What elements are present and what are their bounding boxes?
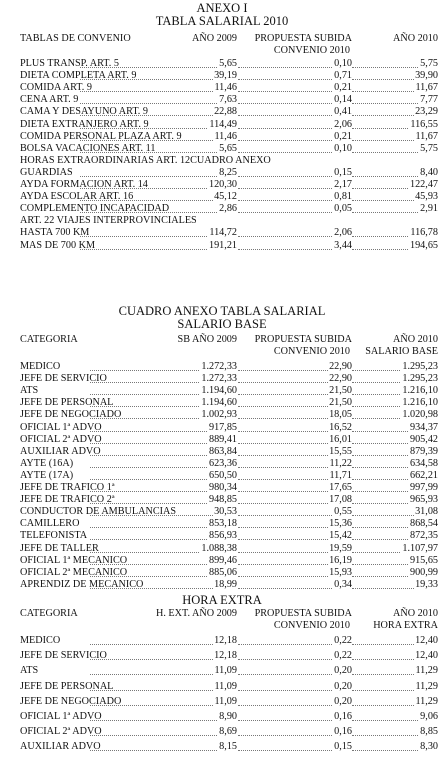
header-proposal: PROPUESTA SUBIDA xyxy=(254,608,352,619)
value-increase: 0,34 xyxy=(334,578,352,590)
value-2009: 8,69 xyxy=(219,726,237,738)
value-increase: 11,71 xyxy=(329,469,352,481)
table-row xyxy=(0,409,444,420)
header-year-2009: AÑO 2009 xyxy=(192,33,237,44)
value-2010: 116,55 xyxy=(410,118,438,130)
value-increase: 0,20 xyxy=(334,695,352,707)
header-agreement: CONVENIO 2010 xyxy=(273,620,350,631)
value-2010: 194,65 xyxy=(409,239,438,251)
row-label: JEFE DE TRAFICO 1ª xyxy=(20,482,115,493)
row-label: JEFE DE SERVICIO xyxy=(20,650,107,662)
value-2010: 11,67 xyxy=(415,82,438,94)
row-label: AYDA ESCOLAR ART. 16 xyxy=(20,191,134,203)
table-row xyxy=(0,179,444,190)
row-label: JEFE DE NEGOCIADO xyxy=(20,409,122,421)
table-row xyxy=(0,82,444,93)
header-proposal: PROPUESTA SUBIDA xyxy=(254,334,352,345)
header-overtime: HORA EXTRA xyxy=(373,620,438,631)
value-2010: 8,85 xyxy=(420,726,438,738)
value-2009: 12,18 xyxy=(214,635,237,646)
table2-header xyxy=(0,334,444,345)
table2-header-2 xyxy=(0,346,444,357)
value-2009: 856,93 xyxy=(208,530,237,542)
value-2010: 1.216,10 xyxy=(402,397,438,409)
value-2009: 623,36 xyxy=(208,457,237,469)
header-label: TABLAS DE CONVENIO xyxy=(20,33,131,44)
value-2010: 23,29 xyxy=(415,106,438,118)
table-row xyxy=(0,106,444,117)
table-row xyxy=(0,143,444,154)
value-2010: 122,47 xyxy=(409,179,438,190)
value-2009: 1.194,60 xyxy=(201,385,237,397)
value-increase: 21,50 xyxy=(329,385,352,397)
table-row xyxy=(0,397,444,408)
row-label: TELEFONISTA xyxy=(20,530,88,542)
value-2010: 934,37 xyxy=(409,421,438,433)
row-label: AYTE (16A) xyxy=(20,457,74,469)
value-increase: 17,08 xyxy=(329,494,352,506)
value-2010: 7,77 xyxy=(420,94,438,106)
header-year-2010: AÑO 2010 xyxy=(393,334,438,345)
overtime-title: HORA EXTRA xyxy=(182,593,262,607)
row-label: CONDUCTOR DE AMBULANCIAS xyxy=(20,506,177,518)
base-salary-title: SALARIO BASE xyxy=(177,317,267,331)
value-2009: 39,19 xyxy=(214,70,237,82)
value-2009: 120,30 xyxy=(208,179,237,190)
value-2010: 1.216,10 xyxy=(402,385,438,397)
value-2010: 1.295,23 xyxy=(402,373,438,385)
value-increase: 11,22 xyxy=(329,457,352,469)
table-row xyxy=(0,567,444,578)
value-2010: 997,99 xyxy=(409,482,438,493)
value-increase: 0,14 xyxy=(334,94,352,106)
row-label: MEDICO xyxy=(20,361,61,372)
table-row xyxy=(0,94,444,105)
header-agreement: CONVENIO 2010 xyxy=(273,45,350,56)
row-label: GUARDIAS xyxy=(20,166,73,178)
table-row xyxy=(0,422,444,433)
row-label: OFICIAL 1ª ADVO xyxy=(20,421,102,433)
table-row xyxy=(0,470,444,481)
value-2010: 634,58 xyxy=(409,457,438,469)
value-2009: 885,06 xyxy=(208,566,237,578)
value-2010: 11,67 xyxy=(415,130,438,142)
value-2009: 1.002,93 xyxy=(201,409,237,421)
value-2010: 5,75 xyxy=(420,142,438,154)
row-label: AUXILIAR ADVO xyxy=(20,741,101,753)
header-agreement: CONVENIO 2010 xyxy=(273,346,350,357)
dot-leader xyxy=(80,143,237,153)
value-increase: 0,41 xyxy=(334,106,352,118)
value-increase: 0,21 xyxy=(334,130,352,142)
row-label: ATS xyxy=(20,385,39,397)
row-label: HORAS EXTRAORDINARIAS ART. 12CUADRO ANEXO xyxy=(20,154,271,166)
value-2009: 18,99 xyxy=(214,578,237,590)
table-row xyxy=(0,518,444,529)
value-2010: 1.107,97 xyxy=(402,542,438,554)
value-increase: 0,20 xyxy=(334,665,352,677)
value-2010: 662,21 xyxy=(409,469,438,481)
row-label: JEFE DE SERVICIO xyxy=(20,373,107,385)
value-increase: 2,17 xyxy=(334,179,352,190)
value-2009: 45,12 xyxy=(214,191,237,203)
table1-header xyxy=(0,33,444,44)
value-increase: 16,52 xyxy=(329,421,352,433)
table-row xyxy=(0,434,444,445)
table-row xyxy=(0,530,444,541)
value-2009: 1.194,60 xyxy=(201,397,237,409)
row-label: OFICIAL 2ª MECANICO xyxy=(20,566,128,578)
value-2009: 22,88 xyxy=(214,106,237,118)
value-2009: 980,34 xyxy=(208,482,237,493)
row-label: ATS xyxy=(20,665,39,677)
value-2009: 7,63 xyxy=(219,94,237,106)
value-increase: 0,16 xyxy=(334,711,352,722)
dot-leader xyxy=(80,203,237,213)
row-label: PLUS TRANSP. ART. 5 xyxy=(20,58,119,69)
row-label: OFICIAL 1ª ADVO xyxy=(20,711,102,722)
value-2010: 2,91 xyxy=(420,203,438,215)
table-row xyxy=(0,119,444,130)
table-row xyxy=(0,482,444,493)
row-label: OFICIAL 2ª ADVO xyxy=(20,433,102,445)
dot-leader xyxy=(90,726,237,736)
value-2010: 900,99 xyxy=(409,566,438,578)
value-2009: 191,21 xyxy=(208,239,237,251)
value-increase: 0,55 xyxy=(334,506,352,518)
value-2010: 12,40 xyxy=(415,650,438,662)
value-increase: 21,50 xyxy=(329,397,352,409)
value-increase: 2,06 xyxy=(334,227,352,239)
table3-header-2 xyxy=(0,620,444,631)
table-row xyxy=(0,741,444,752)
table-row xyxy=(0,58,444,69)
value-2009: 11,46 xyxy=(214,82,237,94)
value-increase: 3,44 xyxy=(334,239,352,251)
value-2010: 11,29 xyxy=(415,695,438,707)
value-2009: 889,41 xyxy=(208,433,237,445)
value-2010: 11,29 xyxy=(415,680,438,692)
row-label: CENA ART. 9 xyxy=(20,94,79,106)
table1-header-2 xyxy=(0,45,444,56)
row-label: DIETA EXTRANJERO ART. 9 xyxy=(20,118,149,130)
value-increase: 15,55 xyxy=(329,445,352,457)
header-category: CATEGORIA xyxy=(20,608,78,619)
header-year-2010: AÑO 2010 xyxy=(393,33,438,44)
dot-leader xyxy=(80,167,237,177)
value-increase: 0,10 xyxy=(334,58,352,69)
table-row xyxy=(0,385,444,396)
table-row xyxy=(0,373,444,384)
table-row xyxy=(0,131,444,142)
table-row xyxy=(0,191,444,202)
value-increase: 19,59 xyxy=(329,542,352,554)
dot-leader xyxy=(80,94,237,104)
value-increase: 15,42 xyxy=(329,530,352,542)
row-label: JEFE DE PERSONAL xyxy=(20,680,114,692)
row-label: HASTA 700 KM xyxy=(20,227,90,239)
value-2009: 12,18 xyxy=(214,650,237,662)
table-row xyxy=(0,579,444,590)
table-row xyxy=(0,167,444,178)
table-row xyxy=(0,458,444,469)
row-label: CAMILLERO xyxy=(20,518,80,530)
value-increase: 15,36 xyxy=(329,518,352,530)
row-label: COMIDA ART. 9 xyxy=(20,82,92,94)
value-2009: 5,65 xyxy=(219,142,237,154)
row-label: JEFE DE TRAFICO 2ª xyxy=(20,494,115,506)
value-2010: 868,54 xyxy=(409,518,438,530)
value-2009: 917,85 xyxy=(208,421,237,433)
value-2009: 2,86 xyxy=(219,203,237,215)
row-label: COMPLEMENTO INCAPACIDAD xyxy=(20,203,170,215)
value-increase: 0,15 xyxy=(334,741,352,753)
header-category: CATEGORIA xyxy=(20,334,78,345)
header-base-salary: SALARIO BASE xyxy=(365,346,438,357)
table-row xyxy=(0,635,444,646)
value-increase: 0,22 xyxy=(334,635,352,646)
row-label: AUXILIAR ADVO xyxy=(20,445,101,457)
value-increase: 16,19 xyxy=(329,554,352,566)
annex-table-title: CUADRO ANEXO TABLA SALARIAL xyxy=(118,304,326,318)
table-row xyxy=(0,681,444,692)
value-increase: 16,01 xyxy=(329,433,352,445)
value-2010: 39,90 xyxy=(415,70,438,82)
value-2009: 11,09 xyxy=(214,695,237,707)
value-increase: 2,06 xyxy=(334,118,352,130)
value-increase: 0,16 xyxy=(334,726,352,738)
header-overtime-2009: H. EXT. AÑO 2009 xyxy=(155,608,237,619)
value-2009: 650,50 xyxy=(208,469,237,481)
value-increase: 0,81 xyxy=(334,191,352,203)
table-row xyxy=(0,240,444,251)
value-increase: 22,90 xyxy=(329,373,352,385)
value-2009: 1.272,33 xyxy=(201,361,237,372)
value-increase: 17,65 xyxy=(329,482,352,493)
value-2010: 5,75 xyxy=(420,58,438,69)
value-2010: 12,40 xyxy=(415,635,438,646)
table-row xyxy=(0,543,444,554)
row-label: MEDICO xyxy=(20,635,61,646)
row-label: CAMA Y DESAYUNO ART. 9 xyxy=(20,106,148,118)
value-2010: 915,65 xyxy=(409,554,438,566)
value-2010: 19,33 xyxy=(415,578,438,590)
value-2010: 116,78 xyxy=(410,227,438,239)
value-2009: 8,25 xyxy=(219,166,237,178)
table-row xyxy=(0,155,444,166)
table-row xyxy=(0,70,444,81)
table-row xyxy=(0,555,444,566)
row-label: MAS DE 700 KM xyxy=(20,239,95,251)
value-increase: 0,15 xyxy=(334,166,352,178)
value-2010: 8,30 xyxy=(420,741,438,753)
value-2009: 30,53 xyxy=(214,506,237,518)
row-label: OFICIAL 1ª MECANICO xyxy=(20,554,128,566)
dot-leader xyxy=(90,711,237,721)
value-2009: 948,85 xyxy=(208,494,237,506)
value-increase: 18,05 xyxy=(329,409,352,421)
row-label: OFICIAL 2ª ADVO xyxy=(20,726,102,738)
value-2009: 8,15 xyxy=(219,741,237,753)
salary-table-title: TABLA SALARIAL 2010 xyxy=(155,14,289,28)
row-label: APRENDIZ DE MECANICO xyxy=(20,578,144,590)
value-2009: 1.088,38 xyxy=(201,542,237,554)
value-2010: 45,93 xyxy=(415,191,438,203)
row-label: AYTE (17A) xyxy=(20,469,74,481)
table-row xyxy=(0,506,444,517)
table-row xyxy=(0,665,444,676)
value-increase: 0,20 xyxy=(334,680,352,692)
value-2010: 8,40 xyxy=(420,166,438,178)
table-row xyxy=(0,215,444,226)
table-row xyxy=(0,203,444,214)
value-2009: 11,46 xyxy=(214,130,237,142)
table-row xyxy=(0,726,444,737)
value-2009: 8,90 xyxy=(219,711,237,722)
row-label: COMIDA PERSONAL PLAZA ART. 9 xyxy=(20,130,182,142)
annex-title: ANEXO I xyxy=(196,1,248,15)
value-increase: 22,90 xyxy=(329,361,352,372)
value-2010: 965,93 xyxy=(409,494,438,506)
value-2009: 899,46 xyxy=(208,554,237,566)
header-year-2010: AÑO 2010 xyxy=(393,608,438,619)
value-2009: 114,72 xyxy=(209,227,237,239)
value-2010: 9,06 xyxy=(420,711,438,722)
dot-leader xyxy=(90,741,237,751)
row-label: JEFE DE NEGOCIADO xyxy=(20,695,122,707)
table-row xyxy=(0,494,444,505)
value-2010: 1.020,98 xyxy=(402,409,438,421)
value-increase: 0,05 xyxy=(334,203,352,215)
value-2010: 31,08 xyxy=(415,506,438,518)
row-label: AYDA FORMACION ART. 14 xyxy=(20,179,148,190)
value-2009: 5,65 xyxy=(219,58,237,69)
table-row xyxy=(0,650,444,661)
table3-header xyxy=(0,608,444,619)
row-label: ART. 22 VIAJES INTERPROVINCIALES xyxy=(20,215,197,227)
value-increase: 0,22 xyxy=(334,650,352,662)
table-row xyxy=(0,361,444,372)
value-increase: 0,10 xyxy=(334,142,352,154)
value-2009: 11,09 xyxy=(214,665,237,677)
dot-leader xyxy=(80,58,237,68)
table-row xyxy=(0,696,444,707)
table-row xyxy=(0,227,444,238)
value-increase: 15,93 xyxy=(329,566,352,578)
table-row xyxy=(0,711,444,722)
value-2010: 905,42 xyxy=(409,433,438,445)
value-2010: 872,35 xyxy=(409,530,438,542)
table-row xyxy=(0,446,444,457)
row-label: DIETA COMPLETA ART. 9 xyxy=(20,70,137,82)
value-2010: 11,29 xyxy=(415,665,438,677)
value-2009: 853,18 xyxy=(208,518,237,530)
value-2009: 114,49 xyxy=(209,118,237,130)
header-sb-2009: SB AÑO 2009 xyxy=(177,334,237,345)
value-2010: 879,39 xyxy=(409,445,438,457)
row-label: JEFE DE PERSONAL xyxy=(20,397,114,409)
value-increase: 0,21 xyxy=(334,82,352,94)
value-2009: 863,84 xyxy=(208,445,237,457)
value-increase: 0,71 xyxy=(334,70,352,82)
value-2009: 1.272,33 xyxy=(201,373,237,385)
value-2010: 1.295,23 xyxy=(402,361,438,372)
header-proposal: PROPUESTA SUBIDA xyxy=(254,33,352,44)
value-2009: 11,09 xyxy=(214,680,237,692)
row-label: BOLSA VACACIONES ART. 11 xyxy=(20,142,156,154)
row-label: JEFE DE TALLER xyxy=(20,542,99,554)
